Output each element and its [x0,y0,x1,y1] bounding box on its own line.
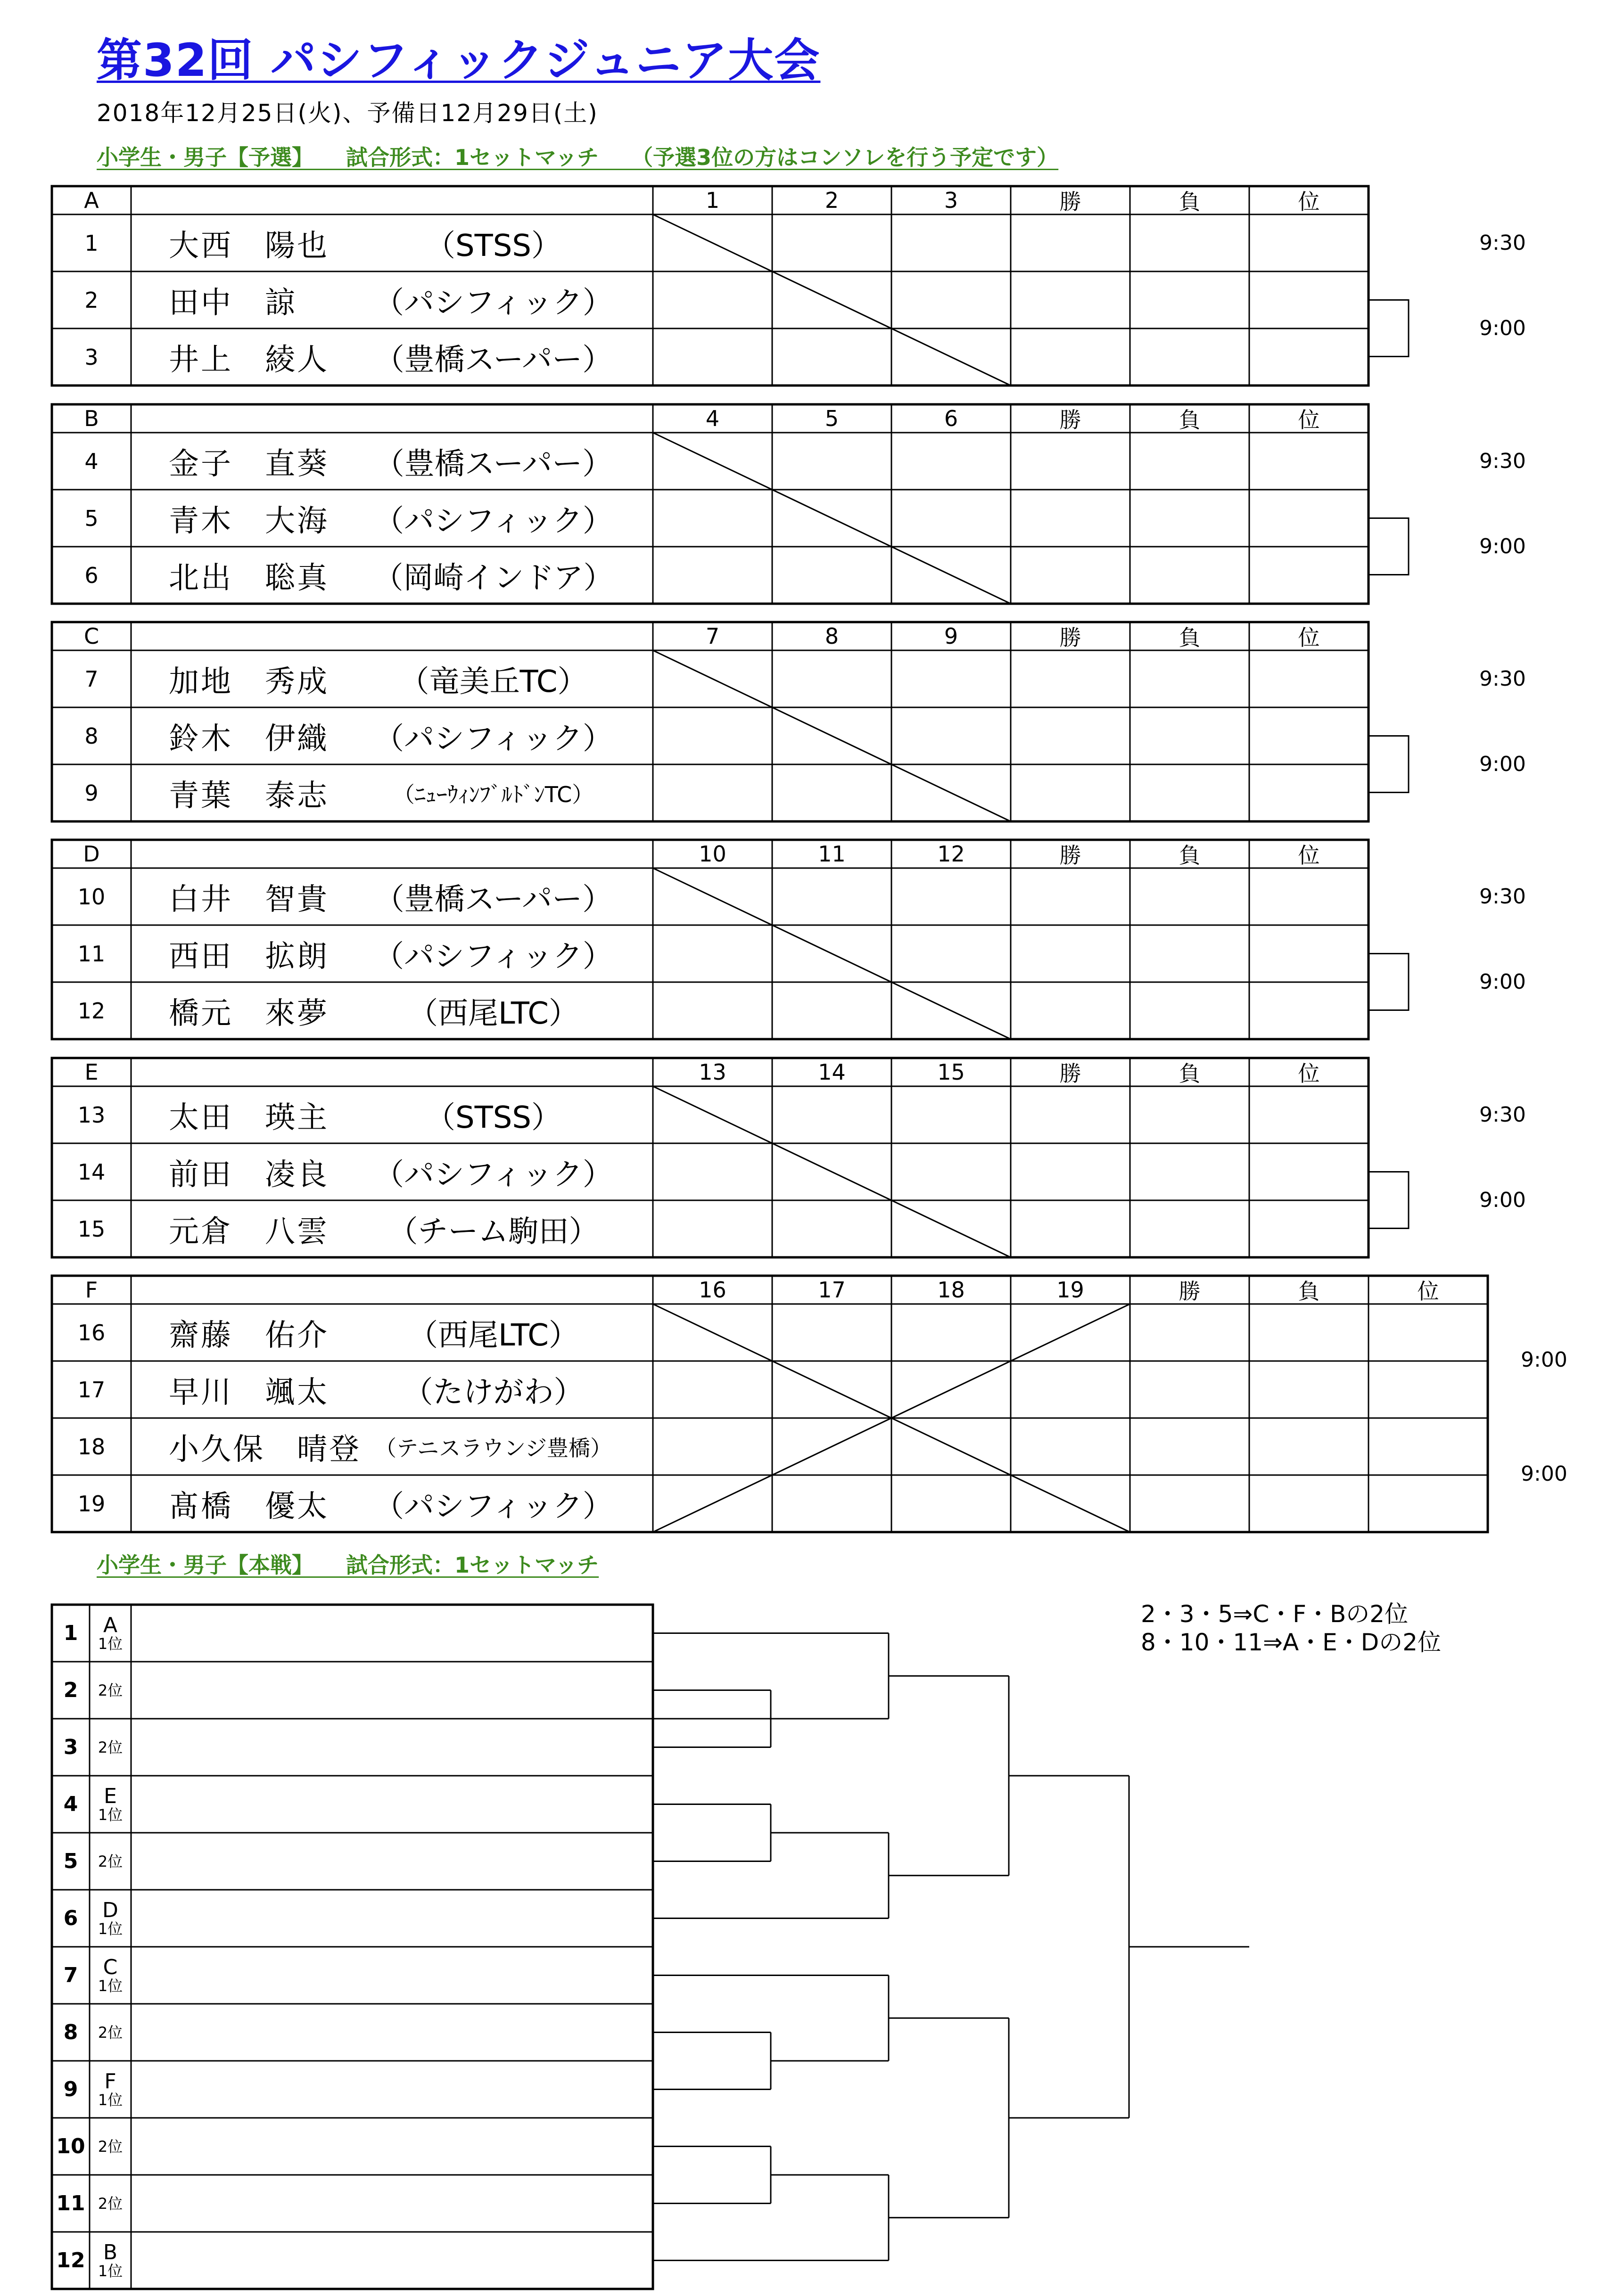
rank-header: 位 [1298,625,1320,650]
draw-slot-source [90,2175,131,2232]
match-time: 9:30 [1479,1102,1526,1127]
match-column-header: 19 [1056,1277,1084,1303]
player-name: 髙橋 優太 [169,1489,329,1524]
rank-header: 位 [1417,1279,1439,1304]
match-column-header: 10 [699,841,726,867]
player-club: （西尾LTC） [408,1318,579,1353]
player-club: （STSS） [425,1100,561,1135]
losses-header: 負 [1179,407,1201,433]
draw-slot-source [90,1605,131,1662]
match-column-header: 13 [699,1059,726,1085]
wins-header: 勝 [1059,1061,1081,1086]
match-column-header: 6 [944,406,958,431]
match-time: 9:00 [1521,1348,1567,1372]
player-name: 加地 秀成 [169,664,329,699]
match-column-header: 18 [937,1277,965,1303]
player-number: 6 [84,562,99,588]
source-group: E [104,1784,117,1808]
player-number: 18 [77,1434,106,1460]
draw-slot-number: 9 [63,2077,78,2101]
match-column-header: 9 [944,623,958,649]
match-column-header: 3 [944,188,958,213]
player-club: （たけがわ） [403,1375,584,1410]
player-number: 16 [77,1320,106,1345]
source-group: B [103,2240,118,2264]
draw-slot-source [90,2004,131,2061]
losses-header: 負 [1179,189,1201,214]
player-name: 太田 瑛主 [169,1100,329,1135]
draw-slot-source [90,1890,131,1947]
player-name: 早川 颯太 [169,1375,329,1410]
group-table-C [52,622,1368,821]
draw-slot-number: 1 [63,1621,78,1645]
event-date: 2018年12月25日(火)、予備日12月29日(土) [97,99,598,127]
wins-header: 勝 [1059,843,1081,868]
rank-header: 位 [1298,189,1320,214]
match-column-header: 12 [937,841,965,867]
source-group: A [103,1613,118,1637]
match-time: 9:00 [1521,1462,1567,1486]
match-time: 9:00 [1479,316,1526,340]
source-group: C [103,1955,118,1979]
player-club: （西尾LTC） [408,996,579,1031]
draw-slot-source [90,1662,131,1719]
player-name: 鈴木 伊織 [169,721,329,756]
prelim-heading: 小学生・男子【予選】 試合形式：1セットマッチ （予選3位の方はコンソレを行う予定です） [97,145,1059,170]
draw-slot-number: 2 [63,1678,78,1702]
source-rank: 1位 [98,1976,123,1995]
match-time: 9:00 [1479,1188,1526,1212]
wins-header: 勝 [1059,625,1081,650]
match-time: 9:30 [1479,666,1526,691]
source-group: D [102,1898,118,1922]
match-column-header: 1 [705,188,720,213]
source-rank: 1位 [98,1919,123,1938]
player-name: 前田 凌良 [169,1157,329,1192]
losses-header: 負 [1179,1061,1201,1086]
player-club: （岡崎インドア） [373,560,614,596]
draw-slot-source [90,1947,131,2004]
player-club: （豊橋スーパー） [374,342,613,377]
player-number: 10 [77,884,106,910]
source-rank: 2位 [98,2023,123,2042]
draw-slot-number: 4 [63,1792,78,1816]
source-rank: 1位 [98,1805,123,1824]
source-rank: 1位 [98,1634,123,1653]
order-bracket [1368,954,1409,1010]
draw-sheet [52,1605,1278,2294]
player-club: （豊橋スーパー） [374,446,613,482]
draw-slot-number: 5 [63,1849,78,1873]
rank-header: 位 [1298,843,1320,868]
group-label: D [83,841,100,867]
order-bracket [1368,736,1409,793]
draw-slot-source [90,1719,131,1776]
match-column-header: 16 [699,1277,726,1303]
player-number: 4 [84,448,99,474]
player-number: 7 [84,666,99,692]
wins-header: 勝 [1179,1279,1201,1304]
match-column-header: 4 [705,406,720,431]
group-label: E [84,1059,99,1085]
draw-slot-source [90,1833,131,1890]
player-name: 白井 智貴 [169,882,329,917]
player-name: 青木 大海 [169,503,329,539]
player-number: 14 [77,1159,106,1185]
group-label: A [84,188,99,213]
group-table-B [52,404,1368,604]
group-table-A [52,186,1368,385]
group-table-E [52,1058,1368,1257]
player-name: 金子 直葵 [169,446,329,482]
match-column-header: 5 [824,406,839,431]
player-number: 3 [84,344,99,370]
match-time: 9:30 [1479,230,1526,255]
player-club: （豊橋スーパー） [374,882,613,917]
player-number: 5 [84,505,99,531]
player-name: 北出 聡真 [169,560,329,596]
wins-header: 勝 [1059,189,1081,214]
player-club: （テニスラウンジ豊橋） [374,1435,612,1461]
player-number: 17 [77,1377,106,1402]
match-time: 9:00 [1479,970,1526,994]
player-number: 8 [84,723,99,749]
source-rank: 2位 [98,2194,123,2213]
draw-slot-source [90,2061,131,2118]
player-club: （パシフィック） [374,721,613,756]
draw-slot-source [90,2232,131,2289]
player-number: 15 [77,1216,106,1242]
player-number: 11 [77,941,106,967]
player-name: 元倉 八雲 [169,1214,329,1249]
player-name: 小久保 晴登 [169,1432,361,1467]
wins-header: 勝 [1059,407,1081,433]
draw-lines [52,1605,1278,2294]
order-bracket [1368,518,1409,575]
match-time: 9:30 [1479,449,1526,473]
player-club: （STSS） [425,228,561,263]
source-rank: 2位 [98,1852,123,1870]
group-table-D [52,840,1368,1039]
draw-slot-source [90,2118,131,2175]
player-number: 9 [84,780,99,806]
rank-header: 位 [1298,1061,1320,1086]
player-name: 西田 拡朗 [169,939,329,974]
group-label: B [84,406,99,431]
player-club: （パシフィック） [374,1489,613,1524]
order-bracket [1368,300,1409,357]
player-number: 1 [84,230,99,256]
source-rank: 2位 [98,1738,123,1756]
player-number: 13 [77,1102,106,1128]
match-column-header: 7 [705,623,720,649]
source-rank: 2位 [98,1681,123,1699]
draw-slot-source [90,1776,131,1833]
player-name: 田中 諒 [169,285,297,320]
player-club: （パシフィック） [374,503,613,539]
match-column-header: 8 [824,623,839,649]
player-name: 齋藤 佑介 [169,1318,329,1353]
draw-slot-number: 10 [56,2134,85,2158]
rank-header: 位 [1298,407,1320,433]
draw-slot-number: 3 [63,1735,78,1759]
draw-slot-number: 12 [56,2248,85,2272]
player-name: 青葉 泰志 [169,778,329,813]
match-time: 9:00 [1479,752,1526,776]
losses-header: 負 [1298,1279,1320,1304]
page-title: 第32回 パシフィックジュニア大会 [97,34,821,87]
player-club: （パシフィック） [374,1157,613,1192]
draw-slot-number: 6 [63,1906,78,1930]
source-rank: 1位 [98,2091,123,2109]
player-number: 2 [84,287,99,313]
match-time: 9:00 [1479,534,1526,558]
player-name: 井上 綾人 [169,342,329,377]
group-table-F [52,1276,1488,1532]
player-club: （パシフィック） [374,285,613,320]
source-rank: 1位 [98,2262,123,2280]
match-column-header: 2 [824,188,839,213]
source-group: F [104,2069,116,2093]
losses-header: 負 [1179,843,1201,868]
player-club: （パシフィック） [374,939,613,974]
player-name: 橋元 來夢 [169,996,329,1031]
draw-slot-number: 8 [63,2020,78,2044]
player-club: （竜美丘TC） [399,664,588,699]
match-column-header: 11 [818,841,846,867]
seeding-note: 2・3・5⇒C・F・Bの2位 [1141,1600,1409,1628]
match-column-header: 15 [937,1059,965,1085]
draw-slot-number: 11 [56,2191,85,2215]
order-bracket [1368,1172,1409,1229]
group-label: C [83,623,99,649]
match-time: 9:30 [1479,884,1526,909]
player-name: 大西 陽也 [169,228,329,263]
group-label: F [85,1277,98,1303]
draw-slot-number: 7 [63,1963,78,1987]
player-number: 19 [77,1491,106,1517]
source-rank: 2位 [98,2137,123,2156]
player-number: 12 [77,998,106,1024]
main-heading: 小学生・男子【本戦】 試合形式：1セットマッチ [97,1552,599,1578]
match-column-header: 14 [818,1059,846,1085]
player-club: （チーム駒田） [387,1214,599,1249]
match-column-header: 17 [818,1277,846,1303]
losses-header: 負 [1179,625,1201,650]
player-club: （ﾆｭｰｳｨﾝﾌﾞﾙﾄﾞﾝTC） [393,781,594,807]
seeding-note: 8・10・11⇒A・E・Dの2位 [1141,1629,1442,1656]
